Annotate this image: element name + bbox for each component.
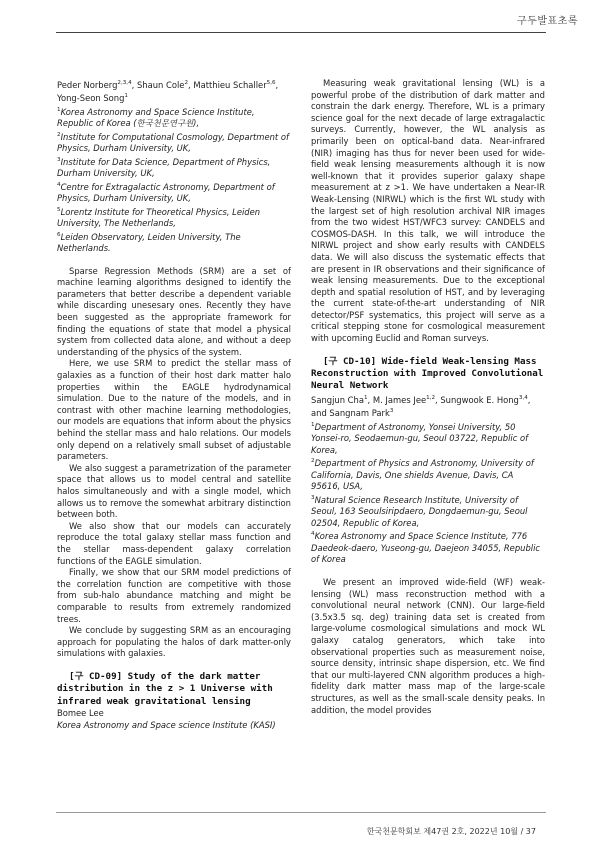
footer-divider xyxy=(56,812,546,813)
affiliation-3: $^3$Institute for Data Science, Department of Physics, Durham University, UK, xyxy=(57,156,271,179)
affiliation-3: $^3$Natural Science Research Institute, University of Seoul, 163 Seoulsiripdaero, Dongdaemun-gu, Seoul 02504, Republic of Korea, xyxy=(311,494,528,528)
authors-line: Sangjun Cha$^1$, M. James Jee$^{1,2}$, Sungwook E. Hong$^{3,4}$, and Sangnam Park$^3$ xyxy=(311,394,531,419)
affiliation-1: $^1$Department of Astronomy, Yonsei University, 50 Yonsei-ro, Seodaemun-gu, Seoul 03722, Republic of Korea, xyxy=(311,421,529,455)
affiliation-4: $^4$Korea Astronomy and Space Science Institute, 776 Daedeok-daero, Yuseong-gu, Daejeon 34055, Republic of Korea xyxy=(311,531,541,565)
abstract-paragraph: Sparse Regression Methods (SRM) are a set of machine learning algorithms designed to identify the parameters that better describe a dependent variable while discarding unesesary ones. Recently they have been suggested as the appropriate framework for finding the equations of state that model a physical system from collected data alone, and without a deep understanding of the physics of the system. xyxy=(57,265,291,357)
abstract-paragraph: We also suggest a parametrization of the parameter space that allows us to model central and satellite halos simultaneously and with a single model, which allows us to remove the somewhat arbitrary distinction between both. xyxy=(57,462,291,520)
affiliation-6: $^6$Leiden Observatory, Leiden University, The Netherlands. xyxy=(57,231,241,254)
right-column xyxy=(311,78,545,716)
header-divider xyxy=(56,32,546,33)
abstract-paragraph: Measuring weak gravitational lensing (WL) is a powerful probe of the distribution of dark matter and constrain the dark energy. Therefore, WL is a primary science goal for the next decade of large extragalactic surveys. Currently, however, the WL analysis as primarily been on optical-band data. Near-infrared (NIR) imaging has thus for never been used for wide-field weak lensing measurements although it is now well-known that it provides superior galaxy shape measurement at z >1. We have undertaken a Near-IR Weak-Lensing (NIRWL) which is the first WL study with the largest set of high resolution archival NIR images from the two widest HST/WFC3 survey: CANDELS and COSMOS-DASH. In this talk, we will introduce the NIRWL project and show early results with CANDELS data. We will also discuss the systematic effects that are present in IR observations and their significance of weak lensing measurements. Due to the exceptional depth and spatial resolution of HST, and by leveraging the current state-of-the-art understanding of NIR detector/PSF systematics, this project will serve as a critical stepping stone for cosmological measurement with upcoming Euclid and Roman surveys. xyxy=(311,78,545,344)
section-title-cd10: [구 CD-10] Wide-field Weak-lensing Mass Reconstruction with Improved Convolutional Neural Network xyxy=(311,355,544,392)
abstract-paragraph: Finally, we show that our SRM model predictions of the correlation function are competitive with those from sub-halo abundance matching and might be comparable to results from extremely randomized trees. xyxy=(57,567,291,624)
affiliation-1: $^1$Korea Astronomy and Space Science Institute, Republic of Korea (한국천문연구원), xyxy=(57,106,255,129)
abstract-paragraph: We conclude by suggesting SRM as an encouraging approach for populating the halos of dark matter-only simulations with galaxies. xyxy=(57,625,291,659)
authors-line: Peder Norberg$^{2,3,4}$, Shaun Cole$^2$, Matthieu Schaller$^{5,6}$, Yong-Seon Song$^1$ xyxy=(57,79,279,104)
author-affiliation: Korea Astronomy and Space science Institute (KASI) xyxy=(57,719,276,730)
affiliation-2: $^2$Department of Physics and Astronomy, University of California, Davis, One shields Avenue, Davis, CA 95616, USA, xyxy=(311,458,534,492)
abstract-paragraph: We present an improved wide-field (WF) weak-lensing (WL) mass reconstruction method with a convolutional neural network (CNN). Our large-field (3.5x3.5 sq. deg) training data set is created from large-volume cosmological simulations and mock WL galaxy catalog generators, which take into observational properties such as measurement noise, source density, intrinsic shape dispersion, etc. We find that our multi-layered CNN algorithm produces a high-fidelity dark matter mass map of the large-scale structures, as well as the small-scale density peaks. In addition, the model provides xyxy=(311,576,545,715)
left-column xyxy=(57,78,291,731)
affiliation-2: $^2$Institute for Computational Cosmology, Department of Physics, Durham University, UK, xyxy=(57,131,289,154)
page-footer: 한국천문학회보 제47권 2호, 2022년 10월 / 37 xyxy=(366,827,536,836)
author-name: Bomee Lee xyxy=(57,708,104,719)
abstract-paragraph: We also show that our models can accurately reproduce the total galaxy stellar mass function and the stellar mass-dependent galaxy correlation functions of the EAGLE simulation. xyxy=(57,520,291,566)
abstract-paragraph: Here, we use SRM to predict the stellar mass of galaxies as a function of their host dark matter halo properties within the EAGLE hydrodynamical simulation. Due to the nature of the models, and in contrast with other machine learning methodologies, our models are equations that inform about the physics behind the stellar mass and halo relations. Our models only depend on a relatively small subset of adjustable parameters. xyxy=(57,358,291,462)
section-header: 구두발표초록 xyxy=(517,16,578,27)
affiliation-4: $^4$Centre for Extragalactic Astronomy, Department of Physics, Durham University, UK, xyxy=(57,181,275,204)
section-title-cd09: [구 CD-09] Study of the dark matter distribution in the z > 1 Universe with infrared weak gravitational lensing xyxy=(57,670,273,707)
affiliation-5: $^5$Lorentz Institute for Theoretical Physics, Leiden University, The Netherlands, xyxy=(57,206,261,229)
